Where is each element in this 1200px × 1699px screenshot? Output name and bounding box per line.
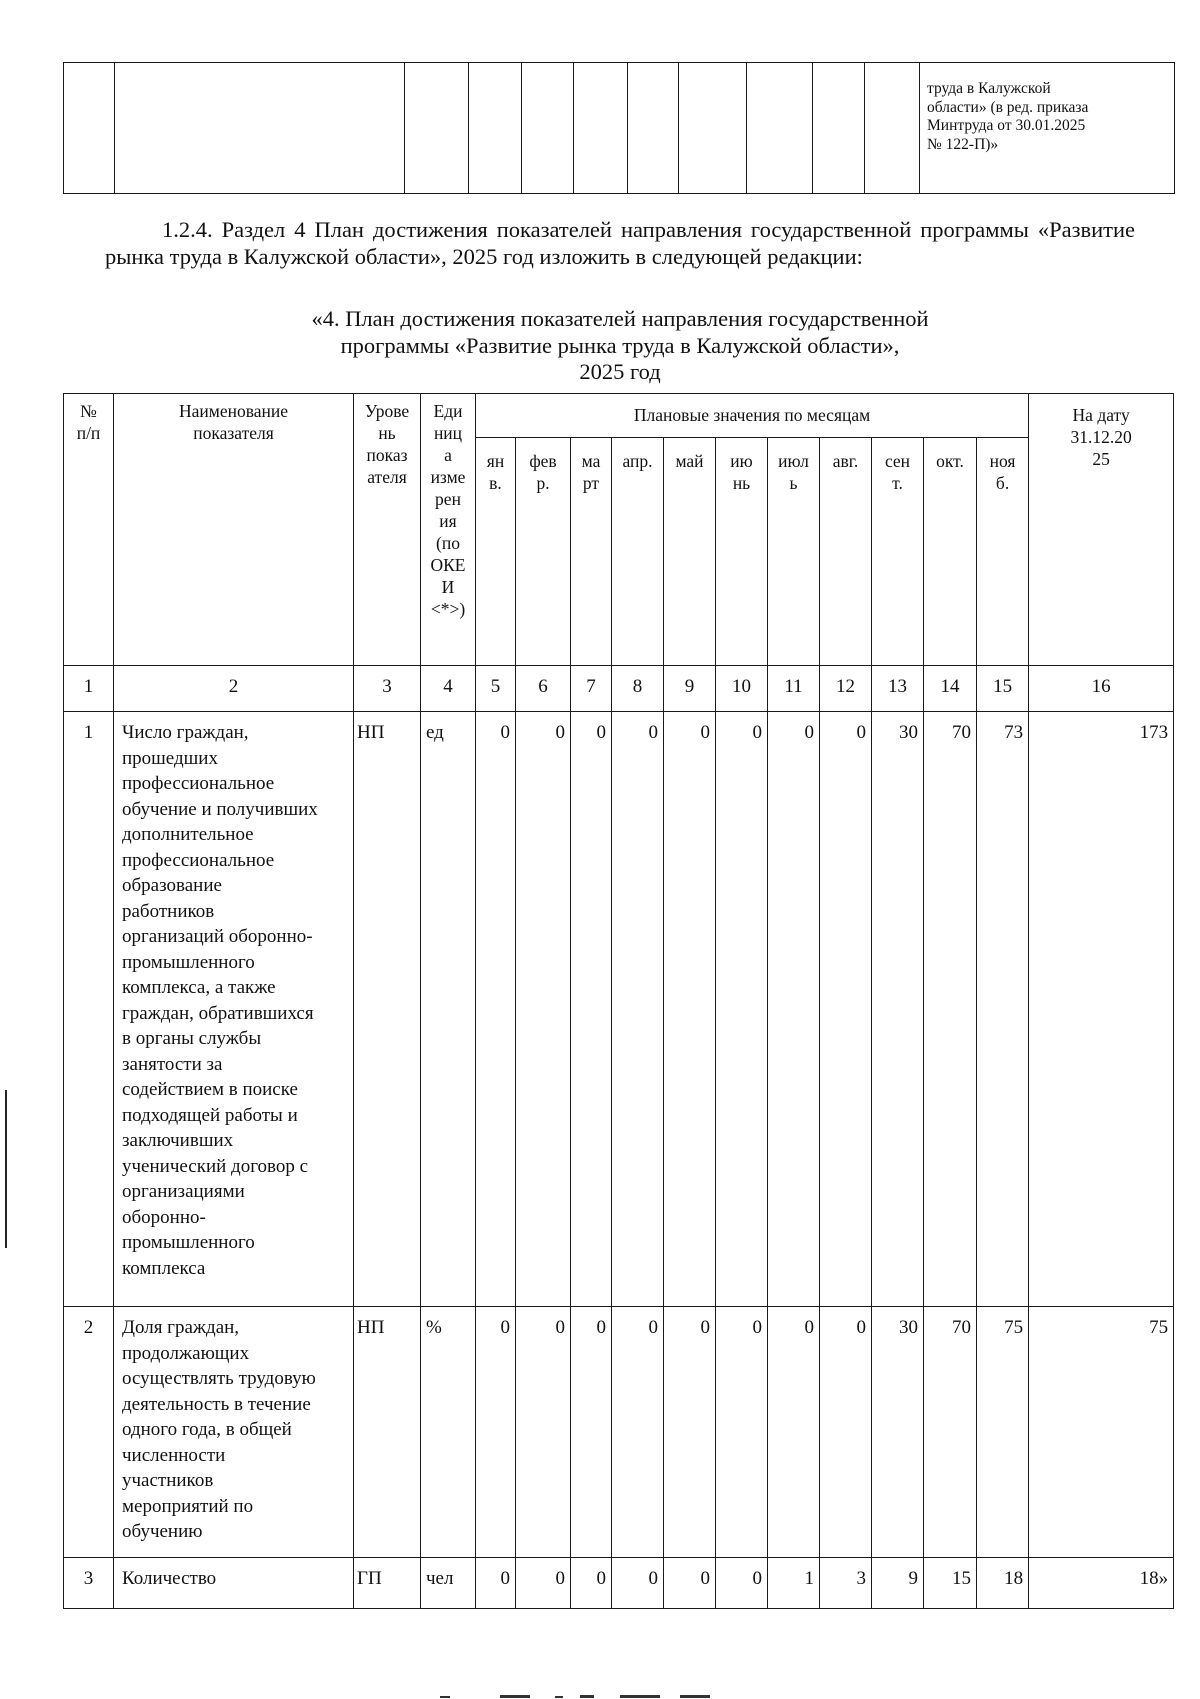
monthly-value: 3 xyxy=(820,1558,872,1609)
monthly-value: 0 xyxy=(820,1307,872,1558)
header-line: ателя xyxy=(367,467,407,487)
header-line: И xyxy=(441,577,455,597)
monthly-value: 0 xyxy=(768,1307,820,1558)
monthly-value: 0 xyxy=(664,712,716,1307)
monthly-value: 0 xyxy=(768,712,820,1307)
header-line: показ xyxy=(366,445,408,465)
indicator-rows xyxy=(64,712,1174,1609)
monthly-value: 0 xyxy=(716,1558,768,1609)
header-line: ию xyxy=(730,451,753,471)
column-index-cell: 13 xyxy=(872,666,924,712)
indicator-name-line: Доля граждан, xyxy=(122,1317,240,1338)
indicator-name-line: заключивших xyxy=(122,1130,234,1151)
monthly-value: 0 xyxy=(820,712,872,1307)
monthly-value: 75 xyxy=(977,1307,1029,1558)
header-month-may xyxy=(664,438,716,666)
column-index-cell: 8 xyxy=(612,666,664,712)
column-index-cell: 11 xyxy=(768,666,820,712)
section-title-line: программы «Развитие рынка труда в Калужской области», xyxy=(340,333,900,358)
column-index-cell: 16 xyxy=(1029,666,1174,712)
year-end-value: 75 xyxy=(1029,1307,1174,1558)
header-line: Наименование xyxy=(178,401,289,421)
monthly-value: 0 xyxy=(571,1558,612,1609)
indicator-name-line: подходящей работы и xyxy=(122,1104,298,1126)
header-line: сен xyxy=(884,451,911,471)
monthly-value: 0 xyxy=(476,1307,516,1558)
indicator-name-line: профессиональное xyxy=(122,849,275,871)
monthly-value: 0 xyxy=(612,712,664,1307)
empty-cell xyxy=(64,63,115,194)
monthly-value: 0 xyxy=(571,1307,612,1558)
monthly-value: 0 xyxy=(476,1558,516,1609)
column-index-cell: 2 xyxy=(114,666,354,712)
header-line: п/п xyxy=(76,423,101,443)
header-line: рен xyxy=(435,489,461,509)
indicator-name xyxy=(114,1558,354,1609)
indicator-level: НП xyxy=(354,1307,421,1558)
indicator-name-line: содействием в поиске xyxy=(122,1079,298,1100)
monthly-value: 30 xyxy=(872,712,924,1307)
header-line: 31.12.20 xyxy=(1070,427,1132,447)
header-line: ма xyxy=(581,451,601,471)
monthly-value: 30 xyxy=(872,1307,924,1558)
indicator-name-line: комплекса xyxy=(122,1257,206,1279)
column-index-cell: 14 xyxy=(924,666,977,712)
indicator-name-line: обучению xyxy=(122,1521,203,1542)
indicator-name-line: обучение и получивших xyxy=(122,798,318,820)
header-line: показателя xyxy=(193,423,274,443)
header-month-mar xyxy=(571,438,612,666)
empty-cell xyxy=(679,63,747,194)
monthly-value: 18 xyxy=(977,1558,1029,1609)
monthly-value: 0 xyxy=(716,712,768,1307)
column-index-cell: 9 xyxy=(664,666,716,712)
section-title-line: 2025 год xyxy=(579,359,661,384)
year-end-value: 173 xyxy=(1029,712,1174,1307)
header-line: апр. xyxy=(622,451,653,471)
header-line: ь xyxy=(789,473,798,493)
indicator-name-line: одного года, в общей xyxy=(122,1419,292,1440)
header-month-jul xyxy=(768,438,820,666)
empty-cell xyxy=(405,63,469,194)
empty-cell xyxy=(813,63,865,194)
monthly-value: 70 xyxy=(924,712,977,1307)
indicator-name-line: численности xyxy=(122,1444,226,1466)
monthly-value: 0 xyxy=(516,1307,571,1558)
monthly-value: 1 xyxy=(768,1558,820,1609)
indicator-level: ГП xyxy=(354,1558,421,1609)
margin-mark xyxy=(5,1090,7,1248)
column-index-cell: 7 xyxy=(571,666,612,712)
section-title-line: «4. План достижения показателей направления государственной xyxy=(311,306,929,331)
header-line: ян xyxy=(486,451,505,471)
header-month-aug xyxy=(820,438,872,666)
header-line: (по xyxy=(436,533,460,553)
monthly-value: 9 xyxy=(872,1558,924,1609)
monthly-value: 0 xyxy=(664,1307,716,1558)
row-number: 2 xyxy=(64,1307,114,1558)
header-line: а xyxy=(444,445,452,465)
indicator-name-line: мероприятий по xyxy=(122,1495,254,1517)
header-date xyxy=(1029,394,1174,666)
monthly-value: 70 xyxy=(924,1307,977,1558)
note-line: труда в Калужской xyxy=(927,80,1051,97)
monthly-value: 0 xyxy=(664,1558,716,1609)
amendment-paragraph: 1.2.4. Раздел 4 План достижения показателей направления государственной программы «Развитие рынка труда в Калужской области», 2025 год изложить в следующей редакции: xyxy=(105,217,1135,269)
indicator-name-line: осуществлять трудовую xyxy=(122,1368,316,1389)
indicator-name-line: комплекса, а также xyxy=(122,977,276,998)
indicator-name xyxy=(114,712,354,1307)
empty-cell xyxy=(628,63,679,194)
header-unit xyxy=(421,394,476,666)
monthly-value: 0 xyxy=(571,712,612,1307)
indicator-name-line: оборонно- xyxy=(122,1206,206,1228)
indicator-unit: чел xyxy=(421,1558,476,1609)
empty-cell xyxy=(865,63,920,194)
column-index-cell: 3 xyxy=(354,666,421,712)
indicator-name-line: в органы службы xyxy=(122,1028,262,1049)
indicator-name-line: образование xyxy=(122,875,222,896)
indicator-name xyxy=(114,1307,354,1558)
header-line: ОКЕ xyxy=(430,555,466,575)
indicator-name-line: промышленного xyxy=(122,1232,255,1253)
indicator-unit: % xyxy=(421,1307,476,1558)
header-line: окт. xyxy=(936,451,964,471)
scan-artifact-marks xyxy=(440,1694,730,1699)
column-index-cell: 5 xyxy=(476,666,516,712)
empty-cell xyxy=(747,63,813,194)
indicator-name-line: прошедших xyxy=(122,747,218,769)
monthly-value: 0 xyxy=(516,712,571,1307)
header-line: т. xyxy=(892,473,903,493)
indicator-name-line: организациями xyxy=(122,1181,245,1202)
column-index-cell: 1 xyxy=(64,666,114,712)
indicator-name-line: промышленного xyxy=(122,951,255,973)
monthly-value: 73 xyxy=(977,712,1029,1307)
header-month-nov xyxy=(977,438,1029,666)
monthly-value: 15 xyxy=(924,1558,977,1609)
indicator-name-line: участников xyxy=(122,1470,214,1491)
header-line: № xyxy=(80,401,97,421)
header-line: изме xyxy=(430,467,466,487)
header-line: фев xyxy=(529,451,557,471)
header-months-group: Плановые значения по месяцам xyxy=(476,394,1029,438)
indicator-name-line: профессиональное xyxy=(122,773,275,794)
header-line: в. xyxy=(489,473,502,493)
monthly-value: 0 xyxy=(612,1307,664,1558)
empty-cell xyxy=(522,63,574,194)
header-line: нь xyxy=(732,473,751,493)
indicator-name-line: организаций оборонно- xyxy=(122,926,313,947)
header-line: ноя xyxy=(989,451,1016,471)
header-line: б. xyxy=(995,473,1010,493)
header-line: На дату xyxy=(1072,405,1130,425)
monthly-value: 0 xyxy=(516,1558,571,1609)
column-index-cell: 4 xyxy=(421,666,476,712)
header-month-sep xyxy=(872,438,924,666)
column-index-cell: 12 xyxy=(820,666,872,712)
indicator-name-line: работников xyxy=(122,900,215,922)
header-row xyxy=(64,394,1174,438)
amendment-note-cell xyxy=(920,63,1175,194)
empty-cell xyxy=(574,63,628,194)
continuation-table xyxy=(63,62,1175,194)
column-index-row xyxy=(64,666,1174,712)
header-line: Еди xyxy=(433,401,463,421)
header-line: июл xyxy=(778,451,809,471)
column-index-cell: 10 xyxy=(716,666,768,712)
column-index-cell: 15 xyxy=(977,666,1029,712)
note-line: области» (в ред. приказа xyxy=(927,98,1089,116)
header-name xyxy=(114,394,354,666)
continuation-row xyxy=(64,63,1175,194)
indicator-name-line: занятости за xyxy=(122,1053,223,1075)
indicator-level: НП xyxy=(354,712,421,1307)
indicator-unit: ед xyxy=(421,712,476,1307)
note-line: № 122-П)» xyxy=(927,135,999,153)
header-month-jun xyxy=(716,438,768,666)
header-line: 25 xyxy=(1092,449,1110,469)
header-level xyxy=(354,394,421,666)
header-month-jan xyxy=(476,438,516,666)
note-line: Минтруда от 30.01.2025 xyxy=(927,117,1086,134)
indicator-name-line: Число граждан, xyxy=(122,722,249,743)
header-line: авг. xyxy=(832,451,859,471)
row-number: 1 xyxy=(64,712,114,1307)
header-line: ниц xyxy=(433,423,463,443)
monthly-value: 0 xyxy=(476,712,516,1307)
header-num xyxy=(64,394,114,666)
indicator-name-line: ученический договор с xyxy=(122,1155,309,1177)
header-line: май xyxy=(675,451,704,471)
indicators-plan-table xyxy=(63,393,1174,1609)
indicator-name-line: продолжающих xyxy=(122,1342,250,1364)
header-line: рт xyxy=(582,473,600,493)
header-month-oct xyxy=(924,438,977,666)
indicator-name-line: дополнительное xyxy=(122,824,254,845)
monthly-value: 0 xyxy=(716,1307,768,1558)
monthly-value: 0 xyxy=(612,1558,664,1609)
header-line: <*>) xyxy=(430,599,466,619)
empty-cell xyxy=(469,63,522,194)
empty-cell xyxy=(115,63,405,194)
header-month-feb xyxy=(516,438,571,666)
indicator-name-line: Количество xyxy=(122,1568,217,1589)
header-month-apr xyxy=(612,438,664,666)
row-number: 3 xyxy=(64,1558,114,1609)
column-index-cell: 6 xyxy=(516,666,571,712)
table-row xyxy=(64,1307,1174,1558)
indicator-name-line: граждан, обратившихся xyxy=(122,1002,314,1024)
year-end-value: 18» xyxy=(1029,1558,1174,1609)
header-line: Урове xyxy=(364,401,410,421)
indicator-name-line: деятельность в течение xyxy=(122,1393,311,1415)
header-line: нь xyxy=(378,423,396,443)
table-row xyxy=(64,712,1174,1307)
header-line: ия xyxy=(439,511,457,531)
table-row xyxy=(64,1558,1174,1609)
header-line: р. xyxy=(536,473,550,493)
